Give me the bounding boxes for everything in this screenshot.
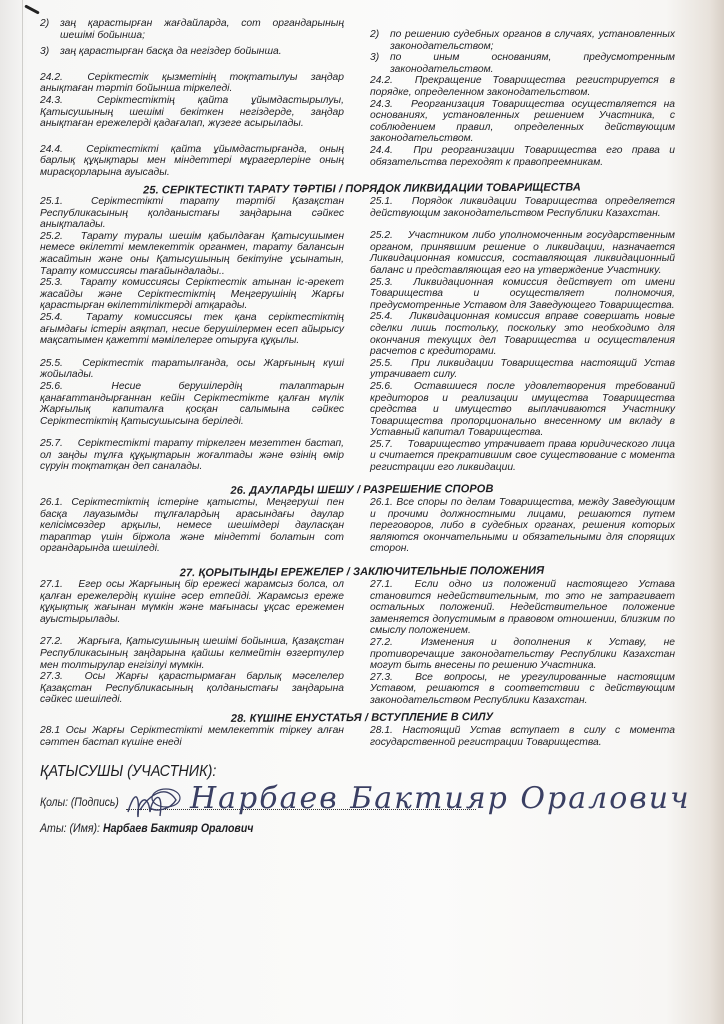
clause-text: Серіктестікті тарату тіркелген мезеттен бастап, ол заңды тұлға құқықтарын жоғалтады және өзінің өмір сүруін тоқтатқан деп саналады. [40,438,344,473]
item-text: заң қарастырған жағдайларда, сот органдарының шешімі бойынша; [60,18,344,41]
item-number: 2) [40,18,50,29]
clause-number: 24.3. [40,94,63,106]
clause-24-3-kz [40,95,344,130]
clause-text: Жарғыға, Қатысушының шешімі бойынша, Қазақстан Республикасының заңдарына қайшы келмейтін өзгертулер мен толтырулар енгізілуі мүмкін. [40,636,344,671]
clause-number: 25.7. [370,438,393,450]
clause-text: Все вопросы, не урегулированные настоящим Уставом, решаются в соответствии с действующим законодательством Республики Казахстан. [370,671,675,706]
clause-text: Серіктестіктің қайта ұйымдастырылуы, Қатысушының шешімі бекіткен негіздерде, заңдар анықтаған ережелерді қадағалап, жүзеге асырылады. [40,94,344,130]
clause-text: Егер осы Жарғының бір ережесі жарамсыз болса, ол қалған ережелердің күшіне әсер етпейді. Жарамсыз ереже құқықтық жағынан мүмкін және мағынасы ұқсас ережемен ауыстырылады. [40,579,344,625]
clause-text: Серіктестікті қайта ұйымдастырғанда, оның барлық құқықтары мен міндеттері мұрагерлеріне оның мирасқорларына ауысады. [40,143,344,178]
clause-number: 24.4. [40,143,63,155]
clause-text: Если одно из положений настоящего Устава становится недействительным, то это не затрагивает остальных положений. Недействительное положение заменяется допустимым в правовом отношении, близким по смыслу положением. [370,579,675,637]
item-text: по иным основаниям, предусмотренным законодательством. [390,52,675,75]
clause-text: Порядок ликвидации Товарищества определяется действующим законодательством Республики Казахстан. [370,196,675,219]
clause-number: 24.2. [370,75,393,87]
clause-28-1-ru [370,725,675,748]
clause-text: Тарату комиссиясы Серіктестік атынан іс-әрекет жасайды және Серіктестіктің Меңгерушінің Жарғы қарастырған өкілеттіліктерді атқарады. [40,277,344,312]
clause-24-4-ru [370,145,675,168]
participant-heading: ҚАТЫСУШЫ (УЧАСТНИК): [40,763,217,780]
clause-text: Реорганизация Товарищества осуществляется на основаниях, установленных решением Участника, с соблюдением правил, определенных действующим законодательством. [370,98,675,145]
clause-27-2-kz [40,636,344,671]
clause-25-3-ru [370,277,675,312]
item-number: 3) [370,52,380,64]
section-25-title: 25. СЕРІКТЕСТІКТІ ТАРАТУ ТӘРТІБІ / ПОРЯДОК ЛИКВИДАЦИИ ТОВАРИЩЕСТВА [143,181,581,197]
clause-text: Прекращение Товарищества регистрируется в порядке, определенном законодательством. [370,75,675,98]
clause-number: 27.2. [370,636,393,648]
clause-number: 25.4. [40,311,63,323]
list-item [40,18,344,41]
clause-number: 25.6. [370,380,393,392]
clause-text: Все споры по делам Товарищества, между Заведующим и прочими должностными лицами, решаются путем переговоров, либо в судебных органах, решения которых являются окончательными и обязательными для спорящих сторон. [370,497,675,555]
clause-number: 24.2. [40,71,63,83]
clause-25-4-ru [370,311,675,357]
section-28-right-column [370,725,675,748]
signature-label: Қолы: (Подпись) [40,797,119,809]
clause-25-6-ru [370,381,675,439]
section-25-right-column [370,196,675,474]
clause-text: При ликвидации Товарищества настоящий Устав утрачивает силу. [370,357,675,381]
intro-right-column [370,29,675,168]
clause-26-1-kz [40,497,344,555]
clause-25-7-kz [40,438,344,473]
clause-27-1-kz [40,579,344,625]
clause-number: 27.1. [370,579,393,590]
section-28-left-column [40,725,344,748]
clause-27-2-ru [370,637,675,672]
section-27-title: 27. ҚОРЫТЫНДЫ ЕРЕЖЕЛЕР / ЗАКЛЮЧИТЕЛЬНЫЕ ПОЛОЖЕНИЯ [179,564,545,580]
clause-27-3-kz [40,671,344,706]
list-item [370,52,675,75]
item-number: 2) [370,29,380,40]
clause-25-1-ru [370,196,675,219]
clause-number: 26.1. [40,497,63,508]
clause-25-4-kz [40,312,344,347]
clause-25-2-ru [370,230,675,276]
clause-24-2-ru [370,75,675,98]
clause-number: 28.1 [40,725,61,736]
clause-text: Изменения и дополнения к Уставу, не противоречащие законодательству Республики Казахстан могут быть внесены по решению Участника. [370,636,675,672]
section-27-right-column [370,579,675,707]
clause-text: Ликвидационная комиссия действует от имени Товарищества и осуществляет полномочия, предусмотренные Уставом для Заведующего Товарищества. [370,276,675,311]
clause-number: 27.1. [40,579,63,590]
clause-number: 25.2. [40,230,63,242]
intro-left-column [40,18,344,179]
item-text: по решению судебных органов в случаях, установленных законодательством; [390,29,675,52]
clause-24-2-kz [40,72,344,95]
clause-number: 28.1. [370,725,393,736]
clause-number: 25.6. [40,380,63,392]
clause-25-5-kz [40,358,344,381]
section-25-left-column [40,196,344,473]
clause-27-3-ru [370,672,675,707]
list-item [40,46,344,58]
clause-number: 27.3. [370,671,393,683]
clause-26-1-ru [370,497,675,555]
clause-text: Настоящий Устав вступает в силу с момента государственной регистрации Товарищества. [370,725,675,748]
clause-number: 24.4. [370,144,393,156]
section-26-left-column [40,497,344,555]
section-28-title: 28. КҮШІНЕ ЕНУСТАТЬЯ / ВСТУПЛЕНИЕ В СИЛУ [230,711,494,725]
clause-text: Участником либо уполномоченным государственным органом, принявшим решение о ликвидации, назначается Ликвидационная комиссия, составляющая ликвидационный баланс и представляющая его на утверждение Участнику. [370,230,675,276]
pen-mark [24,4,40,14]
clause-text: Тарату туралы шешім қабылдаған Қатысушымен немесе өкілетті мемлекеттік органмен, тарату балансын жасайтын және оны Қатысушының бекітуіне ұсынатын, Тарату комиссиясы тағайындалады.. [40,230,344,277]
clause-28-1-kz [40,725,344,748]
clause-number: 25.7. [40,438,63,450]
clause-number: 24.3. [370,98,393,110]
handwritten-name: Нарбаев Бактияр Оралович [190,781,691,816]
page-edge-line [22,0,23,1024]
clause-25-1-kz [40,196,344,231]
clause-number: 25.5. [370,357,393,369]
clause-text: Серіктестіктің істеріне қатысты, Меңгеруші пен басқа лауазымды тұлғалардың арасындағы даулар келісімсөздер арқылы, немесе шешімдері дауласқан тараптар үшін біржола және міндетті болатын сот органдарында шешіледі. [40,497,344,555]
clause-text: Осы Жарғы Серіктестікті мемлекеттік тіркеу алған сәттен бастап күшіне енеді [40,725,344,748]
clause-25-6-kz [40,381,344,427]
clause-number: 25.1. [40,196,63,207]
clause-27-1-ru [370,579,675,637]
clause-text: Оставшиеся после удовлетворения требований кредиторов и реализации имущества Товарищества средства и имущество выплачиваются Участнику Товарищества пропорционально внесенному им вкладу в Уставный капитал Товарищества. [370,380,675,439]
item-number: 3) [40,46,50,58]
clause-text: Тарату комиссиясы тек қана серіктестіктің ағымдағы істерін аяқтап, несие берушілермен есеп айырысу мақсатымен қажетті мәмілелерге отыруға құқылы. [40,311,344,347]
name-label: Аты: (Имя): [40,823,101,835]
clause-number: 27.2. [40,636,63,648]
clause-text: Серіктестік қызметінің тоқтатылуы заңдар анықтаған тәртіп бойынша тіркеледі. [40,71,344,95]
clause-text: Несие берушілердің талаптарын қанағаттандырғаннан кейін Серіктестікте қалған мүлік Жарғылық капиталға қосқан салымына сәйкес Серіктестіктің Қатысушысына беріледі. [40,380,344,427]
list-item [370,29,675,52]
clause-number: 26.1. [370,497,393,508]
clause-text: Серіктестік таратылғанда, осы Жарғының күші жойылады. [40,357,344,381]
clause-number: 25.1. [370,196,393,207]
clause-24-4-kz [40,144,344,179]
section-26-right-column [370,497,675,555]
clause-text: Серіктестікті тарату тәртібі Қазақстан Республикасының қолданыстағы заңдарына сәйкес анықталады. [40,196,344,231]
name-value: Нарбаев Бактияр Оралович [102,823,254,835]
section-26-title: 26. ДАУЛАРДЫ ШЕШУ / РАЗРЕШЕНИЕ СПОРОВ [230,483,494,497]
item-text: заң қарастырған басқа да негіздер бойынша. [60,46,282,58]
section-27-left-column [40,579,344,706]
clause-25-3-kz [40,277,344,312]
clause-text: При реорганизации Товарищества его права и обязательства переходят к правопреемникам. [370,144,675,168]
clause-text: Осы Жарғы қарастырмаған барлық мәселелер Қазақстан Республикасының қолданыстағы заңдарына сәйкес шешіледі. [40,671,344,706]
clause-25-2-kz [40,231,344,277]
clause-number: 25.3. [40,277,63,289]
clause-text: Ликвидационная комиссия вправе совершать новые сделки лишь постольку, поскольку это необходимо для окончания текущих дел Товарищества и осуществления расчетов с кредиторами. [370,311,675,358]
clause-number: 25.4. [370,311,393,323]
clause-number: 25.3. [370,276,393,288]
clause-25-5-ru [370,358,675,381]
clause-24-3-ru [370,99,675,145]
clause-number: 27.3. [40,671,63,683]
clause-25-7-ru [370,439,675,474]
clause-number: 25.5. [40,357,63,369]
clause-number: 25.2. [370,230,393,242]
clause-text: Товарищество утрачивает права юридического лица и считается прекратившим свое существование с момента регистрации его ликвидации. [370,438,675,474]
